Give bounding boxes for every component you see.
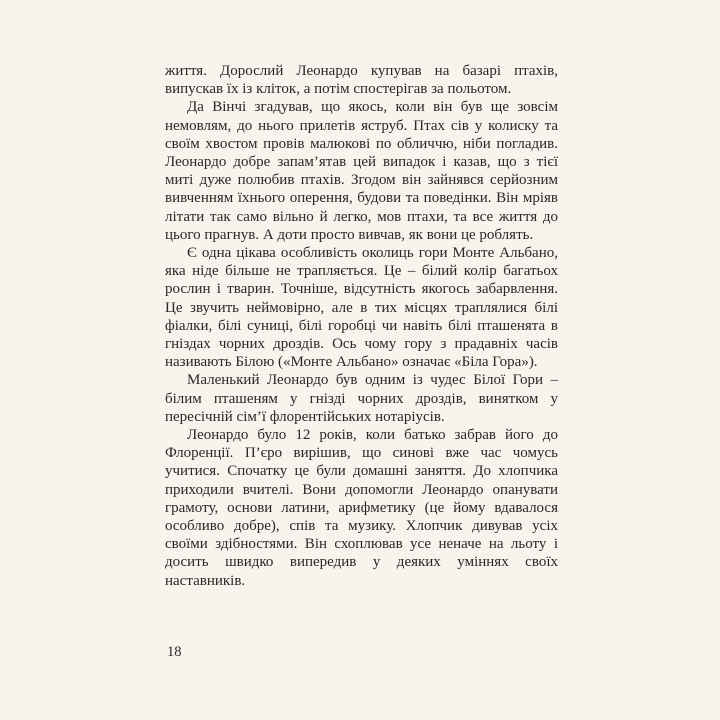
paragraph-florence-education: Леонардо було 12 років, коли батько забрав його до Флоренції. П’єро вирішив, що синові вже час чомусь учитися. Спочатку це були домашні заняття. До хлопчика приходили вчителі. Вони допомогли Леонардо опанувати грамоту, основи латини, арифметику (це йому вдавалося особливо добре), спів та музику. Хлопчик дивував усіх своїми здібностями. Він схоплював усе неначе на льоту і досить швидко випередив у деяких уміннях своїх наставників.	[165, 427, 558, 589]
paragraph-continuation: життя. Дорослий Леонардо купував на базарі птахів, випускав їх із кліток, а потім спостерігав за польотом.	[165, 63, 558, 98]
page-number: 18	[167, 644, 182, 660]
paragraph-monte-albano: Є одна цікава особливість околиць гори Монте Альбано, яка ніде більше не трапляється. Це – білий колір багатьох рослин і тварин. Точніше, відсутність якогось забарвлення. Це звучить неймовірно, але в тих місцях траплялися білі фіалки, білі суниці, білі горобці чи навіть білі пташенята в гніздах чорних дроздів. Ось чому гору з прадавніх часів називають Білою («Монте Альбано» означає «Біла Гора»).	[165, 245, 558, 371]
paragraph-hawk-story: Да Вінчі згадував, що якось, коли він був ще зовсім немовлям, до нього прилетів яструб. Птах сів у колиску та своїм хвостом провів малюкові по обличчю, ніби погладив. Леонардо добре запам’ятав цей випадок і казав, що з тієї миті дуже полюбив птахів. Згодом він зайнявся серйозним вивченням їхнього оперення, будови та поведінки. Він мріяв літати так само вільно й легко, мов птахи, та все життя до цього прагнув. А доти просто вивчав, як вони це роблять.	[165, 99, 558, 243]
paragraph-white-mountain-wonder: Маленький Леонардо був одним із чудес Білої Гори – білим пташеням у гнізді чорних дроздів, винятком у пересічній сім’ї флорентійських нотаріусів.	[165, 372, 558, 425]
text-block	[165, 62, 558, 590]
